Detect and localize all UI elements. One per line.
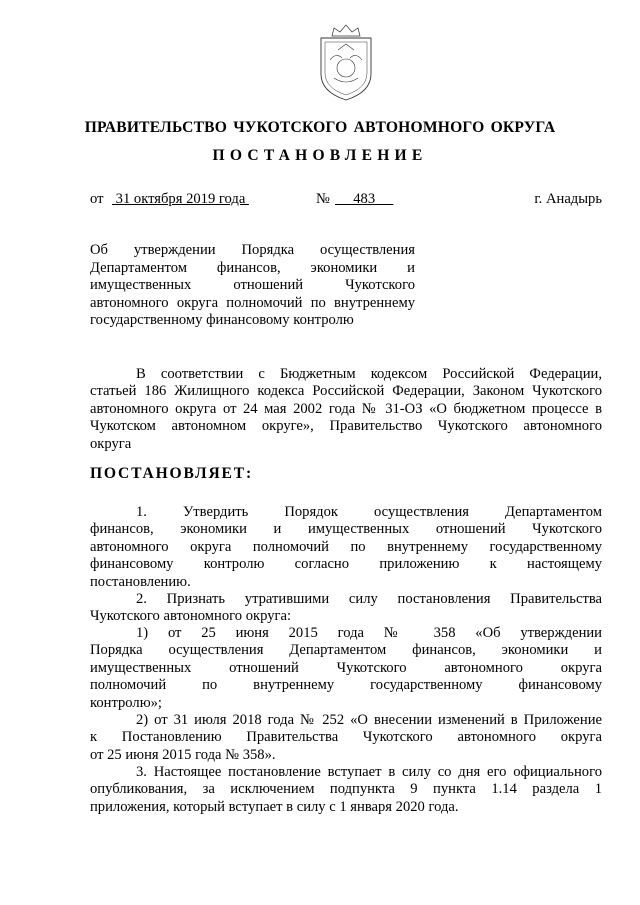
item-line: контролю»; <box>90 694 162 711</box>
item-line: 1. Утвердить Порядок осуществления Департаментом <box>136 504 602 520</box>
chukotka-coat-of-arms-icon <box>316 22 376 102</box>
subject-line: государственному финансовому контролю <box>90 312 354 329</box>
item-line: опубликования, за исключением подпункта 9 пункта 1.14 раздела 1 <box>90 781 602 798</box>
subject-line: автономного округа полномочий по внутреннему <box>90 294 415 311</box>
item-line: 3. Настоящее постановление вступает в силу со дня его официального <box>136 764 602 780</box>
subject-line: Об утверждении Порядка осуществления <box>90 242 415 258</box>
decree-meta <box>90 191 602 211</box>
decree-subject <box>90 242 415 330</box>
item-line: постановлению. <box>90 573 191 590</box>
item-line: 2. Признать утратившими силу постановления Правительства <box>136 591 602 607</box>
item-line: от 25 июня 2015 года № 358». <box>90 746 276 763</box>
number-label: № <box>316 191 330 207</box>
preamble-line: статьей 186 Жилищного кодекса Российской Федерации, Законом Чукотского <box>90 383 602 400</box>
item-line: финансовому контролю согласно приложению к настоящему <box>90 556 602 573</box>
item-1 <box>90 504 602 591</box>
item-line: Чукотского автономного округа: <box>90 608 292 625</box>
preamble-line: округа <box>90 435 132 452</box>
item-line: приложения, который вступает в силу с 1 января 2020 года. <box>90 798 459 815</box>
preamble-line: В соответствии с Бюджетным кодексом Российской Федерации, <box>136 366 602 382</box>
item-line: Порядка осуществления Департаментом финансов, экономики и <box>90 642 602 659</box>
resolves-heading: ПОСТАНОВЛЯЕТ: <box>90 465 253 482</box>
date-prefix: от <box>90 191 104 207</box>
item-2-2 <box>90 712 602 764</box>
item-line: автономного округа полномочий по внутреннему государственному <box>90 538 602 555</box>
government-name: ПРАВИТЕЛЬСТВО ЧУКОТСКОГО АВТОНОМНОГО ОКРУГА <box>84 119 556 136</box>
decree-date: 31 октября 2019 года <box>112 191 249 207</box>
item-line: 2) от 31 июля 2018 года № 252 «О внесении изменений в Приложение <box>136 712 602 728</box>
item-line: имущественных отношений Чукотского автономного округа <box>90 659 602 676</box>
subject-line: Департаментом финансов, экономики и <box>90 259 415 276</box>
preamble-line: Чукотском автономном округе», Правительство Чукотского автономного <box>90 418 602 435</box>
item-line: финансов, экономики и имущественных отношений Чукотского <box>90 521 602 538</box>
item-3 <box>90 764 602 816</box>
document-type-title: ПОСТАНОВЛЕНИЕ <box>212 147 428 164</box>
preamble <box>90 366 602 453</box>
subject-line: имущественных отношений Чукотского <box>90 277 415 294</box>
decree-number: 483 <box>335 191 394 207</box>
preamble-line: автономного округа от 24 мая 2002 года № 31-ОЗ «О бюджетном процессе в <box>90 400 602 417</box>
item-2 <box>90 591 602 626</box>
item-2-1 <box>90 625 602 712</box>
item-line: к Постановлению Правительства Чукотского автономного округа <box>90 729 602 746</box>
item-line: полномочий по внутреннему государственному финансовому <box>90 677 602 694</box>
item-line: 1) от 25 июня 2015 года № 358 «Об утверждении <box>136 625 602 641</box>
decree-city: г. Анадырь <box>534 191 602 207</box>
